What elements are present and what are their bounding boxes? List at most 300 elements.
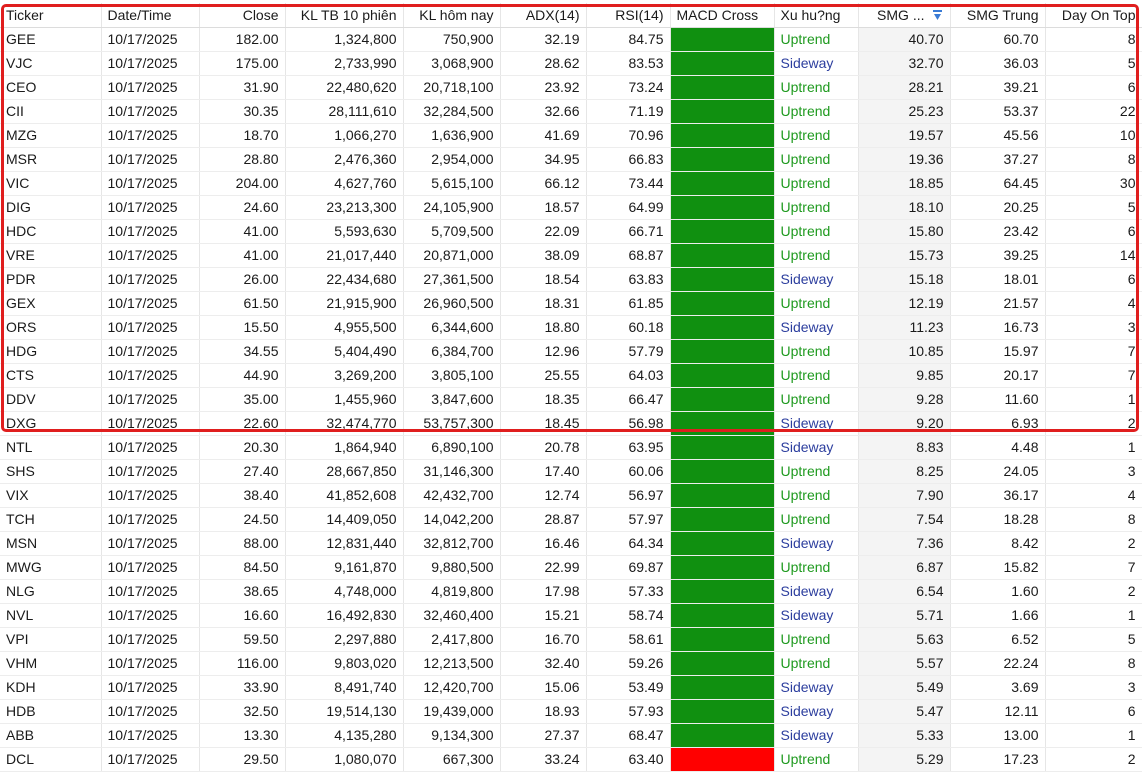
cell-ticker: VIX [0,483,101,507]
table-row[interactable] [0,75,1142,99]
table-row[interactable] [0,171,1142,195]
cell-smg-short: 10.85 [858,339,950,363]
table-row[interactable] [0,723,1142,747]
cell-kl-today: 12,420,700 [403,675,500,699]
cell-kl-tb-10: 5,404,490 [285,339,403,363]
cell-kl-today: 3,805,100 [403,363,500,387]
cell-day-on-top: 1 [1045,387,1142,411]
col-header-macd-cross[interactable]: MACD Cross [670,3,774,27]
cell-kl-tb-10: 2,476,360 [285,147,403,171]
cell-trend: Sideway [774,603,858,627]
cell-smg-trung: 6.93 [950,411,1045,435]
cell-kl-tb-10: 16,492,830 [285,603,403,627]
cell-smg-short: 5.71 [858,603,950,627]
cell-smg-short: 19.36 [858,147,950,171]
cell-rsi: 57.79 [586,339,670,363]
cell-rsi: 84.75 [586,27,670,51]
sort-descending-icon[interactable] [931,9,944,22]
cell-close: 41.00 [199,243,285,267]
cell-day-on-top: 3 [1045,459,1142,483]
cell-datetime: 10/17/2025 [101,411,199,435]
col-header-trend[interactable]: Xu hu?ng [774,3,858,27]
cell-ticker: ORS [0,315,101,339]
cell-close: 30.35 [199,99,285,123]
cell-smg-short: 9.20 [858,411,950,435]
cell-smg-trung: 21.57 [950,291,1045,315]
col-header-adx[interactable]: ADX(14) [500,3,586,27]
cell-kl-tb-10: 21,017,440 [285,243,403,267]
cell-smg-trung: 3.69 [950,675,1045,699]
cell-kl-tb-10: 4,135,280 [285,723,403,747]
macd-signal-green [671,700,774,723]
cell-close: 26.00 [199,267,285,291]
cell-trend: Sideway [774,699,858,723]
cell-macd-cross [670,747,774,771]
cell-trend: Uptrend [774,483,858,507]
table-row[interactable] [0,411,1142,435]
cell-datetime: 10/17/2025 [101,147,199,171]
cell-smg-trung: 18.01 [950,267,1045,291]
cell-day-on-top: 5 [1045,51,1142,75]
cell-smg-short: 15.18 [858,267,950,291]
table-row[interactable] [0,339,1142,363]
cell-datetime: 10/17/2025 [101,627,199,651]
cell-ticker: DDV [0,387,101,411]
cell-rsi: 83.53 [586,51,670,75]
cell-kl-tb-10: 5,593,630 [285,219,403,243]
table-row[interactable] [0,675,1142,699]
cell-kl-tb-10: 3,269,200 [285,363,403,387]
table-row[interactable] [0,747,1142,771]
cell-kl-tb-10: 1,324,800 [285,27,403,51]
cell-day-on-top: 4 [1045,483,1142,507]
cell-ticker: ABB [0,723,101,747]
cell-day-on-top: 7 [1045,339,1142,363]
cell-macd-cross [670,507,774,531]
cell-close: 18.70 [199,123,285,147]
cell-trend: Sideway [774,675,858,699]
cell-kl-today: 5,615,100 [403,171,500,195]
cell-datetime: 10/17/2025 [101,171,199,195]
cell-smg-short: 40.70 [858,27,950,51]
cell-trend: Uptrend [774,363,858,387]
cell-adx: 18.80 [500,315,586,339]
cell-macd-cross [670,675,774,699]
cell-smg-trung: 15.97 [950,339,1045,363]
table-row[interactable] [0,315,1142,339]
header-row [0,3,1142,27]
macd-signal-green [671,268,774,291]
table-row[interactable] [0,291,1142,315]
cell-macd-cross [670,123,774,147]
macd-signal-green [671,124,774,147]
cell-rsi: 56.97 [586,483,670,507]
cell-kl-today: 1,636,900 [403,123,500,147]
cell-close: 38.65 [199,579,285,603]
cell-ticker: NVL [0,603,101,627]
table-row[interactable] [0,27,1142,51]
cell-smg-trung: 1.60 [950,579,1045,603]
macd-signal-green [671,460,774,483]
macd-signal-green [671,484,774,507]
cell-close: 24.60 [199,195,285,219]
cell-smg-trung: 1.66 [950,603,1045,627]
table-row[interactable] [0,579,1142,603]
cell-kl-tb-10: 22,480,620 [285,75,403,99]
table-row[interactable] [0,699,1142,723]
cell-kl-today: 6,344,600 [403,315,500,339]
cell-trend: Uptrend [774,195,858,219]
cell-kl-today: 9,880,500 [403,555,500,579]
macd-signal-green [671,724,774,747]
cell-close: 41.00 [199,219,285,243]
table-row[interactable] [0,651,1142,675]
cell-kl-today: 32,460,400 [403,603,500,627]
cell-datetime: 10/17/2025 [101,51,199,75]
cell-close: 24.50 [199,507,285,531]
cell-adx: 27.37 [500,723,586,747]
cell-rsi: 58.74 [586,603,670,627]
cell-macd-cross [670,27,774,51]
cell-trend: Uptrend [774,171,858,195]
cell-kl-tb-10: 1,066,270 [285,123,403,147]
col-header-close[interactable]: Close [199,3,285,27]
cell-trend: Uptrend [774,507,858,531]
cell-ticker: GEE [0,27,101,51]
cell-datetime: 10/17/2025 [101,579,199,603]
cell-datetime: 10/17/2025 [101,507,199,531]
cell-kl-today: 9,134,300 [403,723,500,747]
table-row[interactable] [0,603,1142,627]
cell-adx: 28.62 [500,51,586,75]
cell-macd-cross [670,555,774,579]
cell-datetime: 10/17/2025 [101,123,199,147]
cell-macd-cross [670,603,774,627]
macd-signal-green [671,52,774,75]
cell-adx: 17.98 [500,579,586,603]
cell-trend: Sideway [774,435,858,459]
cell-trend: Uptrend [774,99,858,123]
cell-ticker: CTS [0,363,101,387]
cell-adx: 20.78 [500,435,586,459]
cell-smg-trung: 13.00 [950,723,1045,747]
cell-kl-tb-10: 8,491,740 [285,675,403,699]
cell-day-on-top: 8 [1045,507,1142,531]
col-header-ticker[interactable]: Ticker [0,3,101,27]
cell-close: 61.50 [199,291,285,315]
cell-smg-trung: 22.24 [950,651,1045,675]
cell-kl-tb-10: 28,667,850 [285,459,403,483]
cell-kl-today: 31,146,300 [403,459,500,483]
cell-day-on-top: 3 [1045,315,1142,339]
table-row[interactable] [0,483,1142,507]
cell-kl-today: 667,300 [403,747,500,771]
cell-kl-tb-10: 14,409,050 [285,507,403,531]
cell-trend: Uptrend [774,459,858,483]
cell-smg-short: 5.57 [858,651,950,675]
cell-close: 22.60 [199,411,285,435]
cell-datetime: 10/17/2025 [101,99,199,123]
cell-datetime: 10/17/2025 [101,291,199,315]
cell-adx: 28.87 [500,507,586,531]
cell-macd-cross [670,171,774,195]
macd-signal-green [671,196,774,219]
cell-trend: Uptrend [774,387,858,411]
cell-day-on-top: 5 [1045,195,1142,219]
cell-smg-short: 32.70 [858,51,950,75]
cell-kl-tb-10: 1,455,960 [285,387,403,411]
macd-signal-green [671,172,774,195]
cell-kl-today: 27,361,500 [403,267,500,291]
table-row[interactable] [0,123,1142,147]
cell-trend: Sideway [774,579,858,603]
cell-smg-trung: 4.48 [950,435,1045,459]
macd-signal-green [671,340,774,363]
cell-kl-tb-10: 21,915,900 [285,291,403,315]
cell-ticker: MZG [0,123,101,147]
cell-close: 29.50 [199,747,285,771]
cell-kl-today: 14,042,200 [403,507,500,531]
macd-signal-green [671,76,774,99]
cell-smg-trung: 15.82 [950,555,1045,579]
cell-macd-cross [670,627,774,651]
cell-kl-tb-10: 12,831,440 [285,531,403,555]
cell-rsi: 68.87 [586,243,670,267]
cell-smg-short: 7.54 [858,507,950,531]
cell-ticker: MSN [0,531,101,555]
cell-rsi: 60.06 [586,459,670,483]
table-row[interactable] [0,555,1142,579]
cell-kl-tb-10: 2,297,880 [285,627,403,651]
cell-smg-trung: 17.23 [950,747,1045,771]
cell-smg-short: 15.80 [858,219,950,243]
table-row[interactable] [0,387,1142,411]
cell-day-on-top: 2 [1045,411,1142,435]
cell-rsi: 66.71 [586,219,670,243]
cell-smg-trung: 11.60 [950,387,1045,411]
cell-kl-today: 6,890,100 [403,435,500,459]
cell-adx: 15.06 [500,675,586,699]
cell-rsi: 64.99 [586,195,670,219]
cell-datetime: 10/17/2025 [101,531,199,555]
cell-rsi: 57.33 [586,579,670,603]
cell-rsi: 73.24 [586,75,670,99]
cell-smg-short: 7.36 [858,531,950,555]
cell-smg-trung: 12.11 [950,699,1045,723]
cell-smg-trung: 60.70 [950,27,1045,51]
cell-ticker: CEO [0,75,101,99]
table-row[interactable] [0,459,1142,483]
col-header-smg-short[interactable] [858,3,950,27]
cell-rsi: 57.93 [586,699,670,723]
table-row[interactable] [0,243,1142,267]
col-header-day-on-top[interactable]: Day On Top [1045,3,1142,27]
cell-adx: 22.99 [500,555,586,579]
cell-close: 16.60 [199,603,285,627]
cell-ticker: MSR [0,147,101,171]
cell-adx: 34.95 [500,147,586,171]
cell-macd-cross [670,435,774,459]
macd-signal-green [671,556,774,579]
cell-adx: 38.09 [500,243,586,267]
cell-rsi: 63.95 [586,435,670,459]
cell-datetime: 10/17/2025 [101,483,199,507]
cell-adx: 12.74 [500,483,586,507]
cell-datetime: 10/17/2025 [101,243,199,267]
cell-smg-short: 18.85 [858,171,950,195]
cell-trend: Sideway [774,723,858,747]
cell-ticker: MWG [0,555,101,579]
cell-smg-short: 5.29 [858,747,950,771]
table-row[interactable] [0,51,1142,75]
cell-close: 44.90 [199,363,285,387]
cell-day-on-top: 2 [1045,531,1142,555]
macd-signal-green [671,676,774,699]
cell-kl-today: 53,757,300 [403,411,500,435]
cell-trend: Sideway [774,315,858,339]
table-row[interactable] [0,219,1142,243]
cell-rsi: 71.19 [586,99,670,123]
cell-trend: Uptrend [774,627,858,651]
macd-signal-green [671,148,774,171]
cell-smg-trung: 39.21 [950,75,1045,99]
cell-rsi: 53.49 [586,675,670,699]
cell-close: 204.00 [199,171,285,195]
cell-kl-today: 19,439,000 [403,699,500,723]
macd-signal-green [671,388,774,411]
cell-rsi: 64.34 [586,531,670,555]
cell-smg-trung: 36.17 [950,483,1045,507]
cell-ticker: CII [0,99,101,123]
cell-day-on-top: 5 [1045,627,1142,651]
cell-datetime: 10/17/2025 [101,435,199,459]
cell-ticker: VJC [0,51,101,75]
cell-datetime: 10/17/2025 [101,747,199,771]
cell-day-on-top: 1 [1045,435,1142,459]
macd-signal-green [671,412,774,435]
cell-rsi: 66.47 [586,387,670,411]
cell-macd-cross [670,387,774,411]
cell-close: 32.50 [199,699,285,723]
cell-kl-tb-10: 9,161,870 [285,555,403,579]
cell-ticker: VHM [0,651,101,675]
cell-trend: Uptrend [774,747,858,771]
cell-kl-today: 12,213,500 [403,651,500,675]
cell-ticker: GEX [0,291,101,315]
cell-day-on-top: 6 [1045,699,1142,723]
cell-datetime: 10/17/2025 [101,315,199,339]
macd-signal-green [671,436,774,459]
cell-ticker: KDH [0,675,101,699]
col-header-rsi[interactable]: RSI(14) [586,3,670,27]
cell-adx: 18.93 [500,699,586,723]
table-row[interactable] [0,99,1142,123]
table-row[interactable] [0,507,1142,531]
col-header-datetime[interactable]: Date/Time [101,3,199,27]
cell-trend: Sideway [774,531,858,555]
cell-day-on-top: 8 [1045,27,1142,51]
cell-close: 27.40 [199,459,285,483]
cell-day-on-top: 6 [1045,219,1142,243]
macd-signal-green [671,28,774,51]
col-header-smg-trung[interactable]: SMG Trung [950,3,1045,27]
cell-smg-trung: 18.28 [950,507,1045,531]
cell-macd-cross [670,363,774,387]
cell-kl-tb-10: 28,111,610 [285,99,403,123]
table-row[interactable] [0,363,1142,387]
cell-adx: 18.31 [500,291,586,315]
cell-smg-short: 11.23 [858,315,950,339]
cell-datetime: 10/17/2025 [101,651,199,675]
cell-smg-short: 5.47 [858,699,950,723]
cell-macd-cross [670,291,774,315]
cell-day-on-top: 30 [1045,171,1142,195]
cell-kl-tb-10: 2,733,990 [285,51,403,75]
cell-smg-short: 5.33 [858,723,950,747]
cell-adx: 32.40 [500,651,586,675]
cell-smg-trung: 36.03 [950,51,1045,75]
cell-datetime: 10/17/2025 [101,339,199,363]
cell-kl-tb-10: 22,434,680 [285,267,403,291]
cell-adx: 18.45 [500,411,586,435]
cell-kl-today: 6,384,700 [403,339,500,363]
macd-signal-green [671,508,774,531]
cell-rsi: 63.40 [586,747,670,771]
cell-adx: 41.69 [500,123,586,147]
cell-smg-short: 6.87 [858,555,950,579]
cell-close: 20.30 [199,435,285,459]
col-header-kl-today[interactable]: KL hôm nay [403,3,500,27]
macd-signal-green [671,580,774,603]
cell-macd-cross [670,531,774,555]
macd-signal-green [671,100,774,123]
col-header-kl-tb-10[interactable]: KL TB 10 phiên [285,3,403,27]
cell-macd-cross [670,699,774,723]
cell-day-on-top: 8 [1045,147,1142,171]
cell-close: 33.90 [199,675,285,699]
cell-macd-cross [670,243,774,267]
cell-adx: 23.92 [500,75,586,99]
cell-trend: Sideway [774,411,858,435]
cell-datetime: 10/17/2025 [101,699,199,723]
cell-smg-trung: 39.25 [950,243,1045,267]
cell-macd-cross [670,651,774,675]
cell-macd-cross [670,459,774,483]
table-row[interactable] [0,147,1142,171]
cell-adx: 33.24 [500,747,586,771]
cell-close: 182.00 [199,27,285,51]
cell-kl-today: 32,812,700 [403,531,500,555]
cell-kl-today: 26,960,500 [403,291,500,315]
cell-close: 84.50 [199,555,285,579]
stock-screener-table [0,3,1142,772]
cell-datetime: 10/17/2025 [101,75,199,99]
cell-day-on-top: 2 [1045,747,1142,771]
cell-smg-trung: 16.73 [950,315,1045,339]
cell-day-on-top: 6 [1045,267,1142,291]
cell-trend: Sideway [774,267,858,291]
table-row[interactable] [0,195,1142,219]
cell-kl-tb-10: 32,474,770 [285,411,403,435]
table-row[interactable] [0,267,1142,291]
cell-trend: Uptrend [774,291,858,315]
table-row[interactable] [0,435,1142,459]
cell-trend: Uptrend [774,651,858,675]
cell-smg-short: 18.10 [858,195,950,219]
table-row[interactable] [0,531,1142,555]
cell-day-on-top: 7 [1045,555,1142,579]
table-row[interactable] [0,627,1142,651]
